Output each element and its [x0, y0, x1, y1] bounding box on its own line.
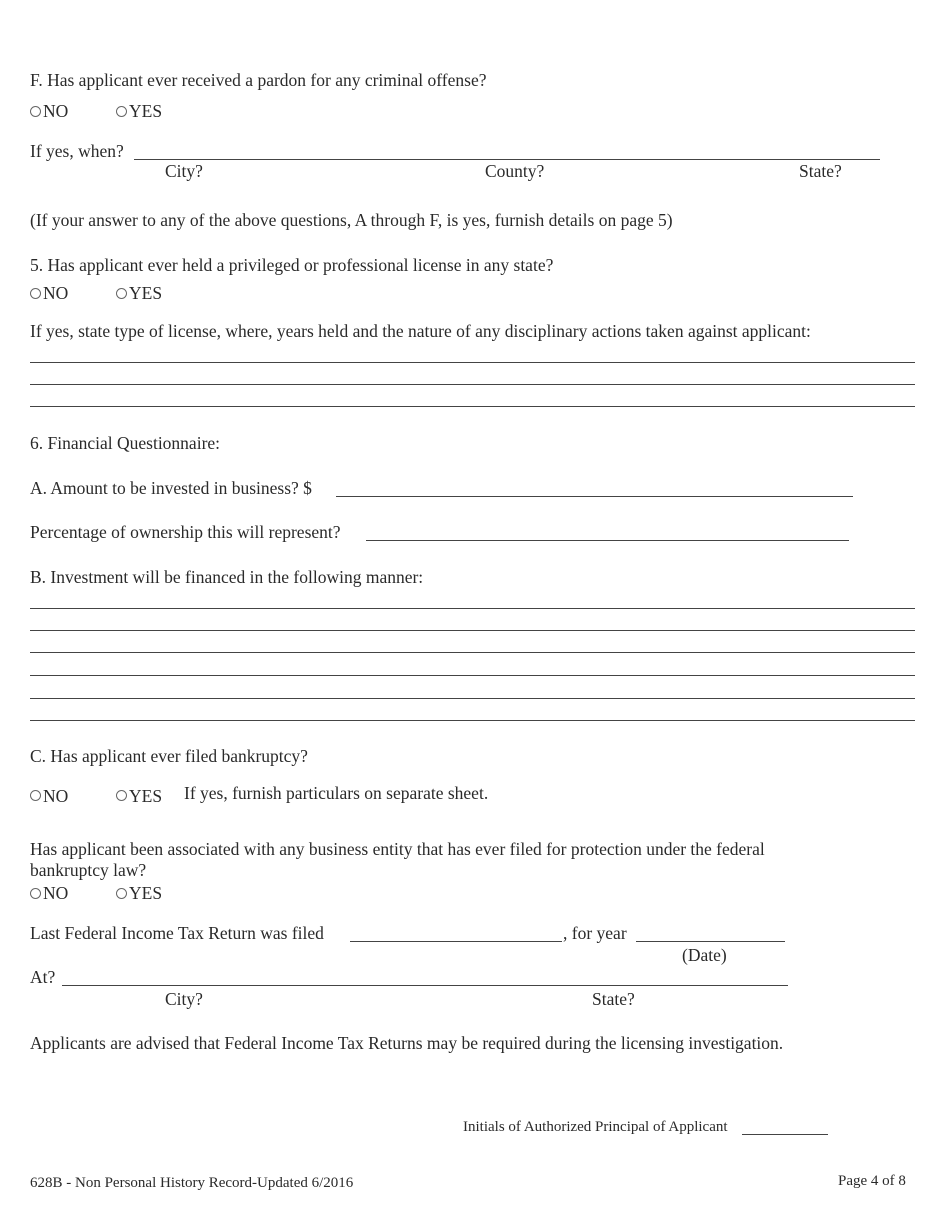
initials-field[interactable]	[742, 1116, 828, 1135]
pardon-city-caption: City?	[165, 161, 203, 181]
pardon-county-caption: County?	[485, 161, 545, 181]
association-no-radio[interactable]	[30, 888, 41, 899]
pardon-no-radio[interactable]	[30, 106, 41, 117]
pardon-state-caption: State?	[799, 161, 842, 181]
association-question-line-1: Has applicant been associated with any business entity that has ever filed for protection under the federal	[30, 839, 765, 859]
tax-state-caption: State?	[592, 989, 635, 1009]
financing-manner-label: B. Investment will be financed in the following manner:	[30, 567, 424, 587]
tax-return-label: Last Federal Income Tax Return was filed	[30, 923, 324, 943]
financing-line-2[interactable]	[30, 630, 915, 631]
financing-line-6[interactable]	[30, 720, 915, 721]
pardon-no-label: NO	[43, 101, 69, 121]
financing-line-1[interactable]	[30, 608, 915, 609]
date-caption: (Date)	[682, 945, 727, 965]
investment-amount-field[interactable]	[336, 478, 853, 497]
tax-return-date-field[interactable]	[350, 923, 562, 942]
license-yes-label: YES	[129, 283, 163, 303]
license-details-line-1[interactable]	[30, 362, 915, 363]
license-details-line-2[interactable]	[30, 384, 915, 385]
ownership-percentage-label: Percentage of ownership this will represent?	[30, 522, 341, 542]
financing-line-3[interactable]	[30, 652, 915, 653]
form-id: 628B - Non Personal History Record-Updated 6/2016	[30, 1175, 354, 1191]
bankruptcy-no-radio[interactable]	[30, 790, 41, 801]
pardon-when-label: If yes, when?	[30, 141, 124, 161]
license-details-line-3[interactable]	[30, 406, 915, 407]
pardon-yes-label: YES	[129, 101, 163, 121]
question-f: F. Has applicant ever received a pardon for any criminal offense?	[30, 70, 487, 90]
bankruptcy-yes-label: YES	[129, 786, 163, 806]
tax-city-caption: City?	[165, 989, 203, 1009]
tax-location-label: At?	[30, 967, 56, 987]
tax-advisory: Applicants are advised that Federal Income Tax Returns may be required during the licensing investigation.	[30, 1033, 784, 1053]
license-no-label: NO	[43, 283, 69, 303]
association-yes-radio[interactable]	[116, 888, 127, 899]
ownership-percentage-field[interactable]	[366, 522, 849, 541]
association-question-line-2: bankruptcy law?	[30, 860, 147, 880]
question-5: 5. Has applicant ever held a privileged or professional license in any state?	[30, 255, 554, 275]
financial-questionnaire-heading: 6. Financial Questionnaire:	[30, 433, 221, 453]
association-yes-label: YES	[129, 883, 163, 903]
bankruptcy-no-label: NO	[43, 786, 69, 806]
license-no-radio[interactable]	[30, 288, 41, 299]
association-no-label: NO	[43, 883, 69, 903]
bankruptcy-question: C. Has applicant ever filed bankruptcy?	[30, 746, 308, 766]
financing-line-5[interactable]	[30, 698, 915, 699]
tax-location-field[interactable]	[62, 967, 788, 986]
financing-line-4[interactable]	[30, 675, 915, 676]
license-yes-radio[interactable]	[116, 288, 127, 299]
pardon-yes-radio[interactable]	[116, 106, 127, 117]
license-details-label: If yes, state type of license, where, years held and the nature of any disciplinary actions taken against applicant:	[30, 321, 811, 341]
initials-label: Initials of Authorized Principal of Applicant	[463, 1119, 728, 1135]
bankruptcy-yes-radio[interactable]	[116, 790, 127, 801]
note-a-through-f: (If your answer to any of the above questions, A through F, is yes, furnish details on page 5)	[30, 210, 673, 230]
investment-amount-label: A. Amount to be invested in business? $	[30, 478, 312, 498]
for-year-label: , for year	[563, 923, 627, 943]
page-number: Page 4 of 8	[838, 1173, 906, 1189]
tax-year-field[interactable]	[636, 923, 785, 942]
pardon-when-field[interactable]	[134, 141, 880, 160]
bankruptcy-note: If yes, furnish particulars on separate sheet.	[184, 783, 489, 803]
